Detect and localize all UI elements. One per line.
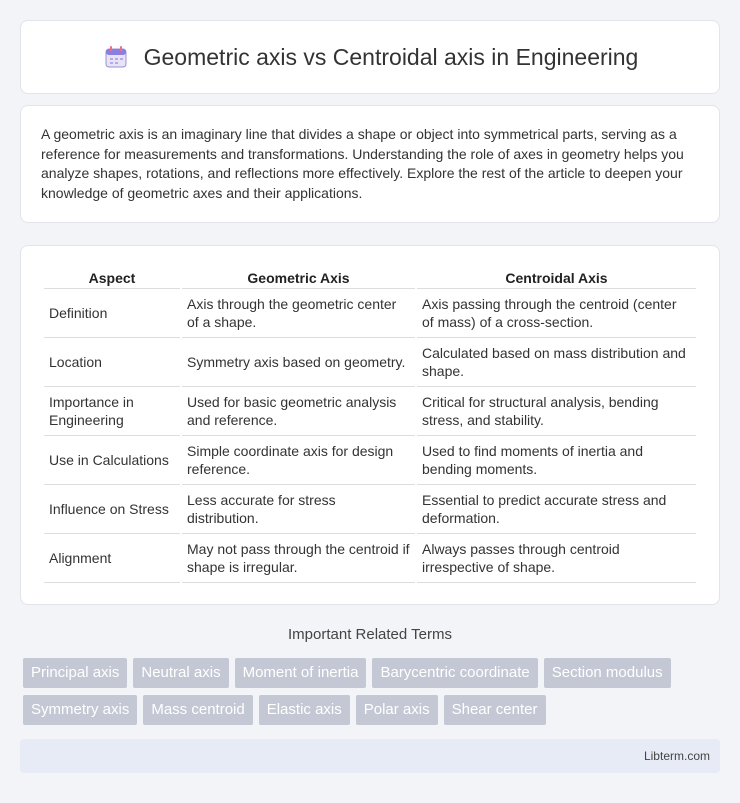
term-tag[interactable]: Polar axis bbox=[356, 695, 438, 725]
cell-geometric: Axis through the geometric center of a shape. bbox=[182, 289, 415, 338]
related-terms-row bbox=[23, 658, 723, 688]
comparison-table bbox=[42, 266, 698, 583]
term-tag[interactable]: Section modulus bbox=[544, 658, 671, 688]
comparison-card bbox=[20, 245, 720, 605]
intro-card bbox=[20, 105, 720, 223]
related-terms-row bbox=[23, 695, 723, 725]
term-tag[interactable]: Symmetry axis bbox=[23, 695, 137, 725]
intro-text: A geometric axis is an imaginary line that divides a shape or object into symmetrical parts, serving as a reference for measurements and transformations. Understanding the role of axes in geometry helps you analyze shapes, rotations, and reflections more effectively. Explore the rest of the article to deepen your knowledge of geometric axes and their applications. bbox=[41, 126, 684, 201]
header-aspect: Aspect bbox=[44, 266, 180, 289]
cell-centroidal: Critical for structural analysis, bending stress, and stability. bbox=[417, 387, 696, 436]
related-terms-title: Important Related Terms bbox=[288, 626, 452, 643]
cell-aspect: Use in Calculations bbox=[44, 436, 180, 485]
footer bbox=[20, 739, 720, 773]
term-tag[interactable]: Barycentric coordinate bbox=[372, 658, 537, 688]
cell-geometric: Used for basic geometric analysis and reference. bbox=[182, 387, 415, 436]
table-row bbox=[44, 485, 696, 534]
table-row bbox=[44, 534, 696, 583]
cell-aspect: Definition bbox=[44, 289, 180, 338]
cell-aspect: Location bbox=[44, 338, 180, 387]
cell-aspect: Influence on Stress bbox=[44, 485, 180, 534]
term-tag[interactable]: Elastic axis bbox=[259, 695, 350, 725]
cell-centroidal: Calculated based on mass distribution and shape. bbox=[417, 338, 696, 387]
term-tag[interactable]: Shear center bbox=[444, 695, 546, 725]
cell-aspect: Alignment bbox=[44, 534, 180, 583]
title-card bbox=[20, 20, 720, 94]
term-tag[interactable]: Moment of inertia bbox=[235, 658, 367, 688]
page-title: Geometric axis vs Centroidal axis in Engineering bbox=[143, 43, 639, 70]
calendar-icon bbox=[102, 43, 130, 71]
cell-geometric: May not pass through the centroid if shape is irregular. bbox=[182, 534, 415, 583]
cell-aspect: Importance in Engineering bbox=[44, 387, 180, 436]
table-row bbox=[44, 387, 696, 436]
term-tag[interactable]: Neutral axis bbox=[133, 658, 228, 688]
header-geometric-axis: Geometric Axis bbox=[182, 266, 415, 289]
cell-geometric: Symmetry axis based on geometry. bbox=[182, 338, 415, 387]
cell-centroidal: Always passes through centroid irrespective of shape. bbox=[417, 534, 696, 583]
table-row bbox=[44, 436, 696, 485]
term-tag[interactable]: Mass centroid bbox=[143, 695, 252, 725]
cell-centroidal: Used to find moments of inertia and bending moments. bbox=[417, 436, 696, 485]
cell-geometric: Less accurate for stress distribution. bbox=[182, 485, 415, 534]
footer-brand[interactable]: Libterm.com bbox=[643, 749, 710, 763]
cell-geometric: Simple coordinate axis for design reference. bbox=[182, 436, 415, 485]
table-header-row bbox=[44, 266, 696, 289]
table-row bbox=[44, 338, 696, 387]
term-tag[interactable]: Principal axis bbox=[23, 658, 127, 688]
cell-centroidal: Axis passing through the centroid (center of mass) of a cross-section. bbox=[417, 289, 696, 338]
header-centroidal-axis: Centroidal Axis bbox=[417, 266, 696, 289]
cell-centroidal: Essential to predict accurate stress and deformation. bbox=[417, 485, 696, 534]
table-row bbox=[44, 289, 696, 338]
